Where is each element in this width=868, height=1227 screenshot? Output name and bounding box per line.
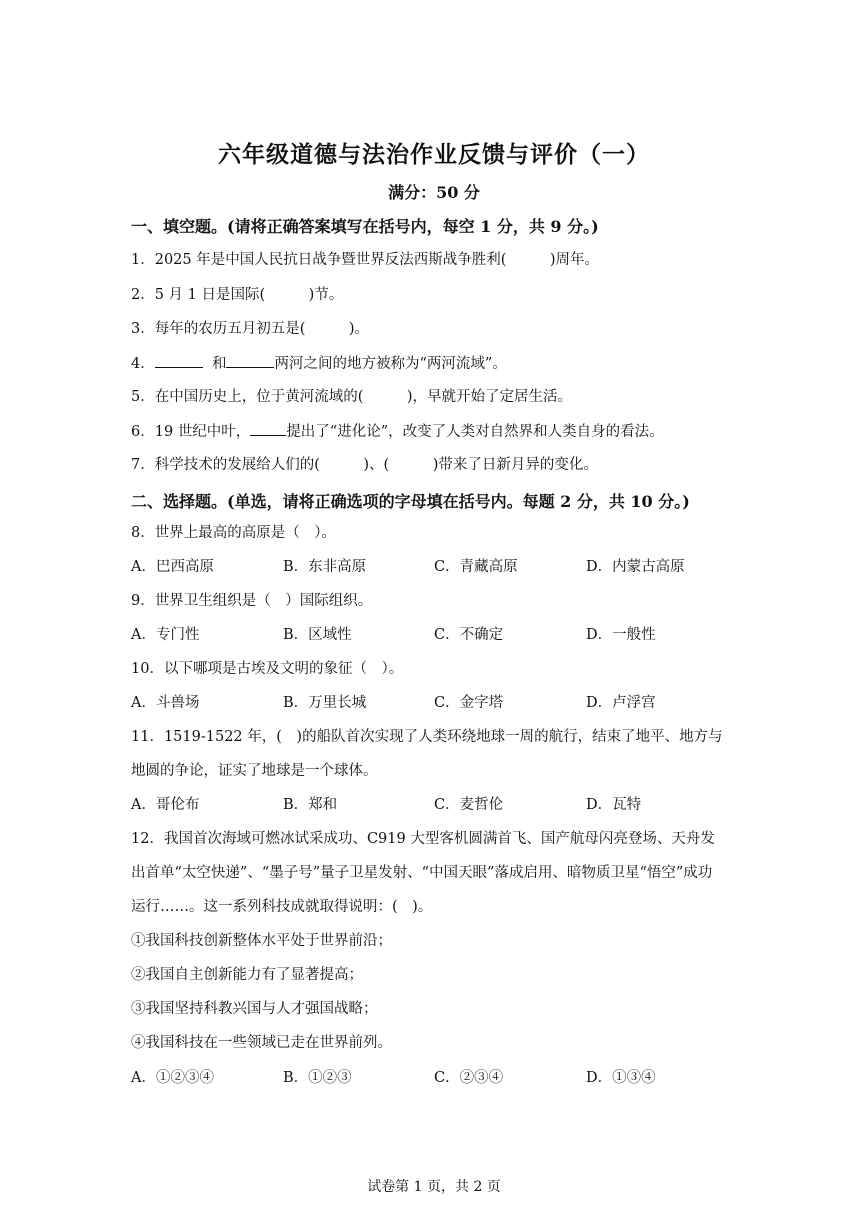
page-footer: 试卷第 1 页，共 2 页: [367, 1179, 501, 1195]
question-8: 8．世界上最高的高原是（ ）。: [131, 525, 336, 541]
q9-option-a: A．专门性: [131, 627, 200, 643]
question-6: [131, 421, 664, 442]
question-11-line1: 11．1519-1522 年，( )的船队首次实现了人类环绕地球一周的航行，结束了地平、地方与: [131, 729, 723, 745]
q8-option-c: C．青藏高原: [434, 559, 518, 575]
question-6-prefix: 6．19 世纪中叶，: [131, 424, 251, 440]
question-4-mid: 和: [211, 356, 227, 372]
q10-option-b: B．万里长城: [283, 695, 367, 711]
question-12-line3: 运行……。这一系列科技成就取得说明：( )。: [131, 899, 433, 915]
question-9: 9．世界卫生组织是（ ）国际组织。: [131, 593, 373, 609]
q11-option-c: C．麦哲伦: [434, 797, 504, 813]
q9-option-c: C．不确定: [434, 627, 504, 643]
question-6-suffix: 提出了“进化论”，改变了人类对自然界和人类自身的看法。: [286, 424, 664, 440]
q12-statement-2: ②我国自主创新能力有了显著提高；: [131, 967, 363, 983]
q12-statement-1: ①我国科技创新整体水平处于世界前沿；: [131, 933, 392, 949]
question-2: 2．5 月 1 日是国际( )节。: [131, 287, 344, 303]
question-4-suffix: 两河之间的地方被称为“两河流域”。: [274, 356, 507, 372]
question-5: 5．在中国历史上，位于黄河流域的( )，早就开始了定居生活。: [131, 389, 573, 405]
question-4-prefix: 4．: [131, 356, 155, 372]
question-12-line1: 12．我国首次海域可燃冰试采成功、C919 大型客机圆满首飞、国产航母闪亮登场、天舟发: [131, 831, 715, 847]
q11-option-b: B．郑和: [283, 797, 338, 813]
q12-option-d: D．①③④: [586, 1070, 656, 1086]
q8-option-b: B．东非高原: [283, 559, 367, 575]
q10-option-a: A．斗兽场: [131, 695, 200, 711]
q12-statement-4: ④我国科技在一些领域已走在世界前列。: [131, 1035, 392, 1051]
question-1: 1．2025 年是中国人民抗日战争暨世界反法西斯战争胜利( )周年。: [131, 252, 600, 268]
q12-option-c: C．②③④: [434, 1070, 504, 1086]
section2-heading: 二、选择题。(单选，请将正确选项的字母填在括号内。每题 2 分，共 10 分。): [131, 492, 690, 511]
fill-blank: [250, 421, 286, 436]
q11-option-a: A．哥伦布: [131, 797, 200, 813]
q10-option-c: C．金字塔: [434, 695, 504, 711]
q9-option-d: D．一般性: [586, 627, 656, 643]
q8-option-a: A．巴西高原: [131, 559, 214, 575]
question-11-line2: 地圆的争论，证实了地球是一个球体。: [131, 763, 378, 779]
q12-option-b: B．①②③: [283, 1070, 352, 1086]
question-3: 3．每年的农历五月初五是( )。: [131, 321, 370, 337]
fill-blank: [226, 353, 274, 368]
question-10: 10．以下哪项是古埃及文明的象征（ ）。: [131, 661, 404, 677]
q10-option-d: D．卢浮宫: [586, 695, 656, 711]
q12-option-a: A．①②③④: [131, 1070, 214, 1086]
q9-option-b: B．区域性: [283, 627, 352, 643]
section1-heading: 一、填空题。(请将正确答案填写在括号内，每空 1 分，共 9 分。): [131, 217, 599, 236]
question-7: 7．科学技术的发展给人们的( )、( )带来了日新月异的变化。: [131, 457, 598, 473]
q8-option-d: D．内蒙古高原: [586, 559, 685, 575]
q12-statement-3: ③我国坚持科教兴国与人才强国战略；: [131, 1001, 378, 1017]
fill-blank: [155, 353, 203, 368]
question-4: [131, 353, 507, 374]
question-12-line2: 出首单“太空快递”、“墨子号”量子卫星发射、“中国天眼”落成启用、暗物质卫星“悟空”成功: [131, 865, 713, 881]
exam-title: 六年级道德与法治作业反馈与评价（一）: [218, 141, 650, 168]
full-score: 满分：50 分: [388, 183, 480, 202]
q11-option-d: D．瓦特: [586, 797, 642, 813]
